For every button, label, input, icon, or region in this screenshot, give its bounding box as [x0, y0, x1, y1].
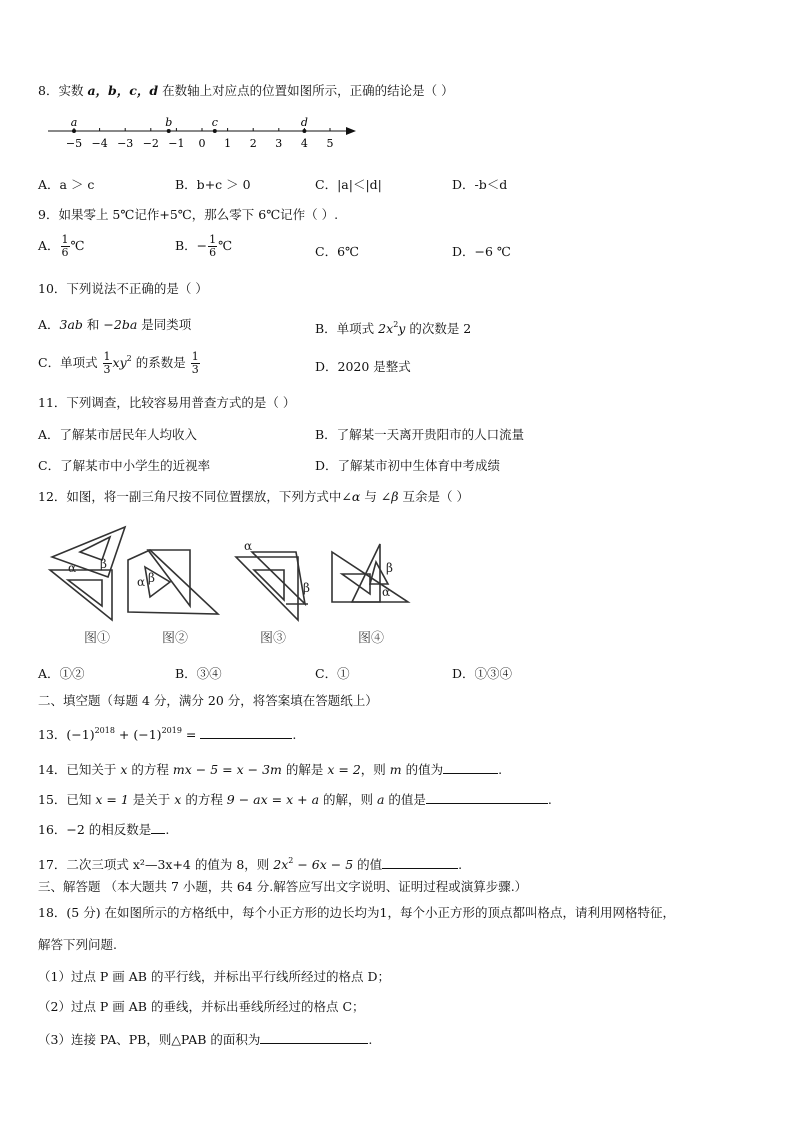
answer-blank [151, 820, 165, 834]
q8-vars: a，b，c，d [87, 83, 159, 98]
q11-option-a: A．了解某市居民年人均收入 [38, 427, 198, 442]
q8-option-d: D．-b＜d [452, 177, 508, 192]
q8-stem-suffix: 在数轴上对应点的位置如图所示，正确的结论是（ ） [158, 83, 454, 98]
section-2-heading: 二、填空题（每题 4 分，满分 20 分，将答案填在答题纸上） [38, 693, 378, 708]
figure-caption-1: 图① [84, 631, 111, 646]
q8-option-b: B．b+c ＞ 0 [175, 177, 251, 192]
q15: 15．已知 x = 1 是关于 x 的方程 9 − ax = x + a 的解，则 a 的值是 . [38, 792, 552, 807]
q8-number-line [40, 116, 370, 154]
number-line-tick-label: −3 [117, 137, 134, 150]
section-3-heading: 三、解答题 （本大题共 7 小题，共 64 分.解答应写出文字说明、证明过程或演算步骤.） [38, 879, 528, 894]
beta-label-3: β [303, 581, 310, 595]
q12-option-d: D．①③④ [452, 666, 513, 681]
number-line-tick-label: −1 [168, 137, 185, 150]
fraction: $\frac{1}{3}$ [191, 350, 199, 376]
number-line-tick-label: 0 [198, 137, 206, 150]
alpha-label-2: α [137, 575, 146, 589]
alpha-label-1: α [68, 561, 77, 575]
q11-option-d: D．了解某市初中生体育中考成绩 [315, 458, 501, 473]
number-line-tick-label: −2 [142, 137, 159, 150]
number-line-tick-label: 4 [300, 137, 308, 150]
q10-option-d: D．2020 是整式 [315, 359, 411, 374]
q12-option-c: C．① [315, 666, 350, 681]
q8-stem [38, 82, 454, 100]
q16: 16．−2 的相反数是 . [38, 822, 170, 837]
number-line-tick-label: −4 [91, 137, 108, 150]
q9-option-c: C．6℃ [315, 244, 360, 259]
number-line-point-label: d [300, 116, 308, 129]
q8-option-a: A．a ＞ c [38, 177, 95, 192]
q12-figures [40, 522, 420, 650]
number-line-point [213, 129, 217, 133]
q17: 17．二次三项式 x²—3x+4 的值为 8，则 $2x^2 - 6x - 5$ 的值 . [38, 856, 463, 872]
fraction: $\frac{1}{3}$ [103, 350, 111, 376]
number-line-point-label: b [165, 116, 173, 129]
answer-blank [382, 855, 458, 869]
q13: 13．$(-1)^{2018} + (-1)^{2019}$ = . [38, 726, 297, 742]
beta-label-4: β [386, 561, 393, 575]
alpha-label-4: α [382, 585, 391, 599]
answer-blank [443, 760, 498, 774]
q11-option-c: C．了解某市中小学生的近视率 [38, 458, 211, 473]
answer-blank [200, 725, 292, 739]
alpha-label-3: α [244, 539, 253, 553]
q12-option-b: B．③④ [175, 666, 222, 681]
number-line-tick-label: 5 [326, 137, 334, 150]
number-line-tick-label: 2 [249, 137, 257, 150]
number-line-point [302, 129, 306, 133]
beta-label-1: β [100, 557, 107, 571]
q18-sub-2: （2）过点 P 画 AB 的垂线，并标出垂线所经过的格点 C； [38, 999, 365, 1014]
number-line-point-label: a [70, 116, 78, 129]
number-line-tick-label: 3 [275, 137, 283, 150]
q18-sub-1: （1）过点 P 画 AB 的平行线，并标出平行线所经过的格点 D； [38, 969, 390, 984]
q14: 14．已知关于 x 的方程 mx − 5 = x − 3m 的解是 x = 2，则 m 的值为 . [38, 762, 503, 777]
beta-label-2: β [148, 571, 155, 585]
q8-option-c: C．|a|＜|d| [315, 177, 382, 192]
q18-sub-3: （3）连接 PA、PB，则△PAB 的面积为 . [38, 1032, 373, 1047]
figure-caption-3: 图③ [260, 631, 287, 646]
q10-stem: 10．下列说法不正确的是（ ） [38, 281, 208, 296]
answer-blank [260, 1030, 368, 1044]
q9-option-b: B．− $\frac{1}{6}$ ℃ [175, 233, 233, 259]
q8-stem-prefix: 8．实数 [38, 83, 88, 98]
number-line-point-label: c [211, 116, 218, 129]
q12-stem: 12．如图，将一副三角尺按不同位置摆放，下列方式中∠α 与 ∠β 互余是（ ） [38, 489, 469, 504]
q10-option-c: C．单项式 $\frac{1}{3}$ $xy^2$ 的系数是 $\frac{1}{3}$ [38, 350, 199, 376]
q18-line-1: 18．(5 分) 在如图所示的方格纸中，每个小正方形的边长均为1，每个小正方形的顶点都叫格点，请利用网格特征， [38, 905, 676, 920]
q18-line-2: 解答下列问题. [38, 937, 117, 952]
q11-stem: 11．下列调查，比较容易用普查方式的是（ ） [38, 395, 296, 410]
q9-option-d: D．−6 ℃ [452, 244, 511, 259]
q10-option-a: A．3ab 和 −2ba 是同类项 [38, 317, 192, 332]
fraction: $\frac{1}{6}$ [209, 233, 217, 259]
figure-caption-4: 图④ [358, 631, 385, 646]
figure-caption-2: 图② [162, 631, 189, 646]
q12-option-a: A．①② [38, 666, 85, 681]
q10-option-b: B．单项式 $2x^2y$ 的次数是 2 [315, 320, 472, 336]
triangle-figure-4 [332, 544, 408, 602]
number-line-point [167, 129, 171, 133]
q9-stem: 9．如果零上 5℃记作+5℃，那么零下 6℃记作（ ）. [38, 207, 339, 222]
number-line-tick-label: −5 [65, 137, 83, 150]
triangle-figure-1 [50, 527, 125, 620]
fraction: $\frac{1}{6}$ [61, 233, 69, 259]
q9-option-a: A． $\frac{1}{6}$ ℃ [38, 233, 85, 259]
q11-option-b: B．了解某一天离开贵阳市的人口流量 [315, 427, 525, 442]
number-line-tick-label: 1 [224, 137, 232, 150]
number-line-point [72, 129, 76, 133]
triangle-figure-3 [236, 552, 308, 620]
answer-blank [426, 790, 548, 804]
